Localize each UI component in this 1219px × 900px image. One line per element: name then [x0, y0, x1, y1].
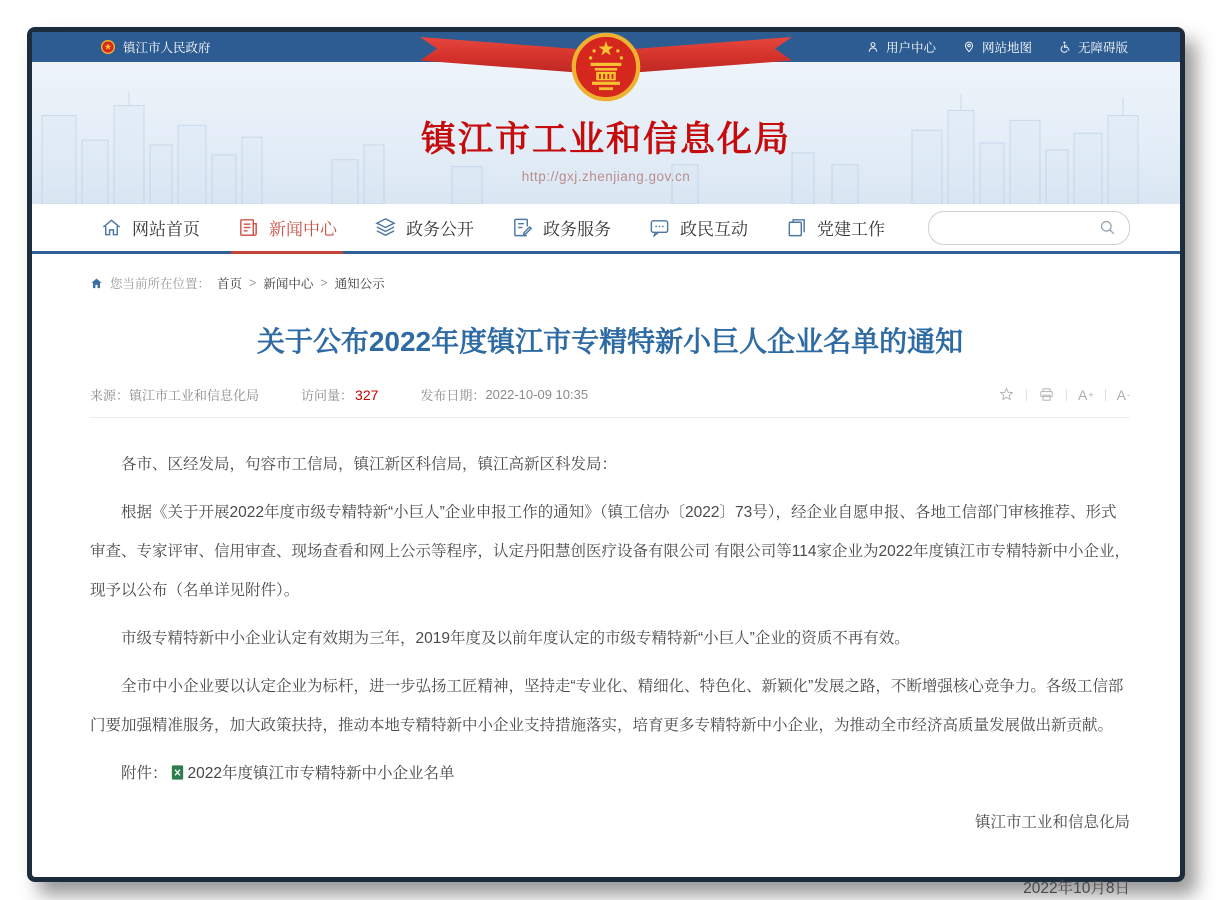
main-nav — [32, 204, 1180, 254]
site-title: 镇江市工业和信息化局 — [420, 120, 791, 159]
nav-item-label: 政民互动 — [680, 220, 748, 239]
article-signature: 镇江市工业和信息化局 — [974, 814, 1130, 831]
nav-item-news[interactable] — [237, 204, 337, 251]
article-paragraph: 市级专精特新中小企业认定有效期为三年，2019年度及以前年度认定的市级专精特新“小巨人”企业的资质不再有效。 — [121, 630, 910, 647]
home-icon — [100, 216, 123, 239]
national-emblem-icon — [571, 32, 641, 102]
article-paragraph: 各市、区经发局，句容市工信局，镇江新区科信局，镇江高新区科发局： — [121, 456, 618, 473]
breadcrumb-item-news[interactable]: 新闻中心 — [263, 277, 314, 291]
nav-item-label: 网站首页 — [132, 220, 200, 239]
map-pin-icon — [962, 40, 976, 54]
layers-icon — [374, 216, 397, 239]
tool-divider — [1105, 389, 1106, 401]
nav-item-label: 政务公开 — [406, 220, 474, 239]
news-icon — [237, 216, 260, 239]
font-increase-label: A — [1078, 386, 1088, 403]
article-paragraph: 根据《关于开展2022年度市级专精特新“小巨人”企业申报工作的通知》（镇工信办〔2022〕73号），经企业自愿申报、各地工信部门审核推荐、形式审查、专家评审、信用审查、现场查看和网上公示等程序，认定丹阳慧创医疗设备有限公司 有限公司等114家企业为2022年度镇江市专精特新中小企业，现予以公布（名单详见附件）。 — [90, 504, 1131, 599]
article-page — [32, 274, 1180, 900]
topbar-links — [866, 38, 1128, 56]
breadcrumb-separator: > — [249, 276, 257, 290]
article-tools — [998, 386, 1130, 403]
meta-source-value: 镇江市工业和信息化局 — [129, 388, 260, 403]
star-icon — [998, 386, 1015, 403]
site-url: http://gxj.zhenjiang.gov.cn — [521, 169, 691, 184]
breadcrumb-item-notices[interactable]: 通知公示 — [334, 277, 385, 291]
topbar-link-label: 无障碍版 — [1077, 41, 1128, 55]
tool-divider — [1026, 389, 1027, 401]
nav-item-party-building[interactable] — [785, 204, 885, 251]
copy-icon — [785, 216, 808, 239]
tool-divider — [1066, 389, 1067, 401]
meta-views — [301, 385, 378, 404]
article-meta — [90, 385, 1130, 418]
nav-item-label: 政务服务 — [543, 220, 611, 239]
topbar-site-name: 镇江市人民政府 — [123, 41, 211, 55]
breadcrumb-separator: > — [320, 276, 328, 290]
favorite-button[interactable] — [998, 386, 1015, 403]
meta-date-value: 2022-10-09 10:35 — [485, 387, 589, 402]
nav-item-interaction[interactable] — [648, 204, 748, 251]
topbar-link-sitemap[interactable] — [962, 38, 1032, 56]
font-decrease-sup: - — [1127, 389, 1130, 400]
meta-views-value: 327 — [355, 386, 379, 403]
meta-views-label: 访问量： — [301, 388, 354, 403]
meta-date-label: 发布日期： — [420, 388, 486, 403]
meta-source-label: 来源： — [90, 388, 130, 403]
article-sign-date: 2022年10月8日 — [1023, 880, 1130, 897]
topbar-site-link[interactable] — [100, 38, 211, 56]
attachment-link[interactable]: 2022年度镇江市专精特新中小企业名单 — [187, 765, 455, 782]
user-icon — [866, 40, 880, 54]
printer-icon — [1038, 386, 1055, 403]
home-icon — [90, 277, 103, 290]
page-window — [27, 27, 1185, 897]
font-increase-button[interactable] — [1078, 387, 1094, 403]
nav-item-gov-services[interactable] — [511, 204, 611, 251]
search-icon[interactable] — [1098, 218, 1117, 237]
national-emblem-icon — [100, 39, 116, 55]
article-title: 关于公布2022年度镇江市专精特新小巨人企业名单的通知 — [256, 326, 964, 357]
search-input[interactable] — [941, 219, 1098, 236]
accessibility-icon — [1058, 40, 1072, 54]
nav-item-home[interactable] — [100, 204, 200, 251]
attachment-row — [90, 754, 1130, 793]
search-box — [928, 211, 1130, 245]
topbar-link-accessibility[interactable] — [1058, 38, 1128, 56]
topbar-link-label: 用户中心 — [885, 41, 936, 55]
document-edit-icon — [511, 216, 534, 239]
breadcrumb-prefix: 您当前所在位置： — [110, 277, 211, 291]
font-decrease-button[interactable] — [1117, 387, 1130, 403]
article-body — [90, 445, 1130, 900]
nav-item-gov-info[interactable] — [374, 204, 474, 251]
print-button[interactable] — [1038, 386, 1055, 403]
nav-item-label: 党建工作 — [817, 220, 885, 239]
chat-icon — [648, 216, 671, 239]
nav-item-label: 新闻中心 — [269, 220, 337, 239]
article-paragraph: 全市中小企业要以认定企业为标杆，进一步弘扬工匠精神，坚持走“专业化、精细化、特色化、新颖化”发展之路，不断增强核心竞争力。各级工信部门要加强精准服务，加大政策扶持，推动本地专精特新中小企业支持措施落实，培育更多专精特新中小企业，为推动全市经济高质量发展做出新贡献。 — [90, 678, 1124, 734]
attachment-label: 附件： — [121, 765, 168, 782]
font-increase-sup: + — [1088, 389, 1094, 400]
topbar-link-user-center[interactable] — [866, 38, 936, 56]
emblem-ribbon — [420, 32, 792, 106]
excel-icon — [170, 764, 185, 781]
meta-date — [420, 385, 588, 404]
topbar-link-label: 网站地图 — [981, 41, 1032, 55]
font-decrease-label: A — [1116, 386, 1126, 403]
site-banner — [32, 62, 1180, 204]
meta-source — [90, 385, 259, 404]
breadcrumb — [90, 274, 1130, 292]
breadcrumb-item-home[interactable]: 首页 — [217, 277, 243, 291]
